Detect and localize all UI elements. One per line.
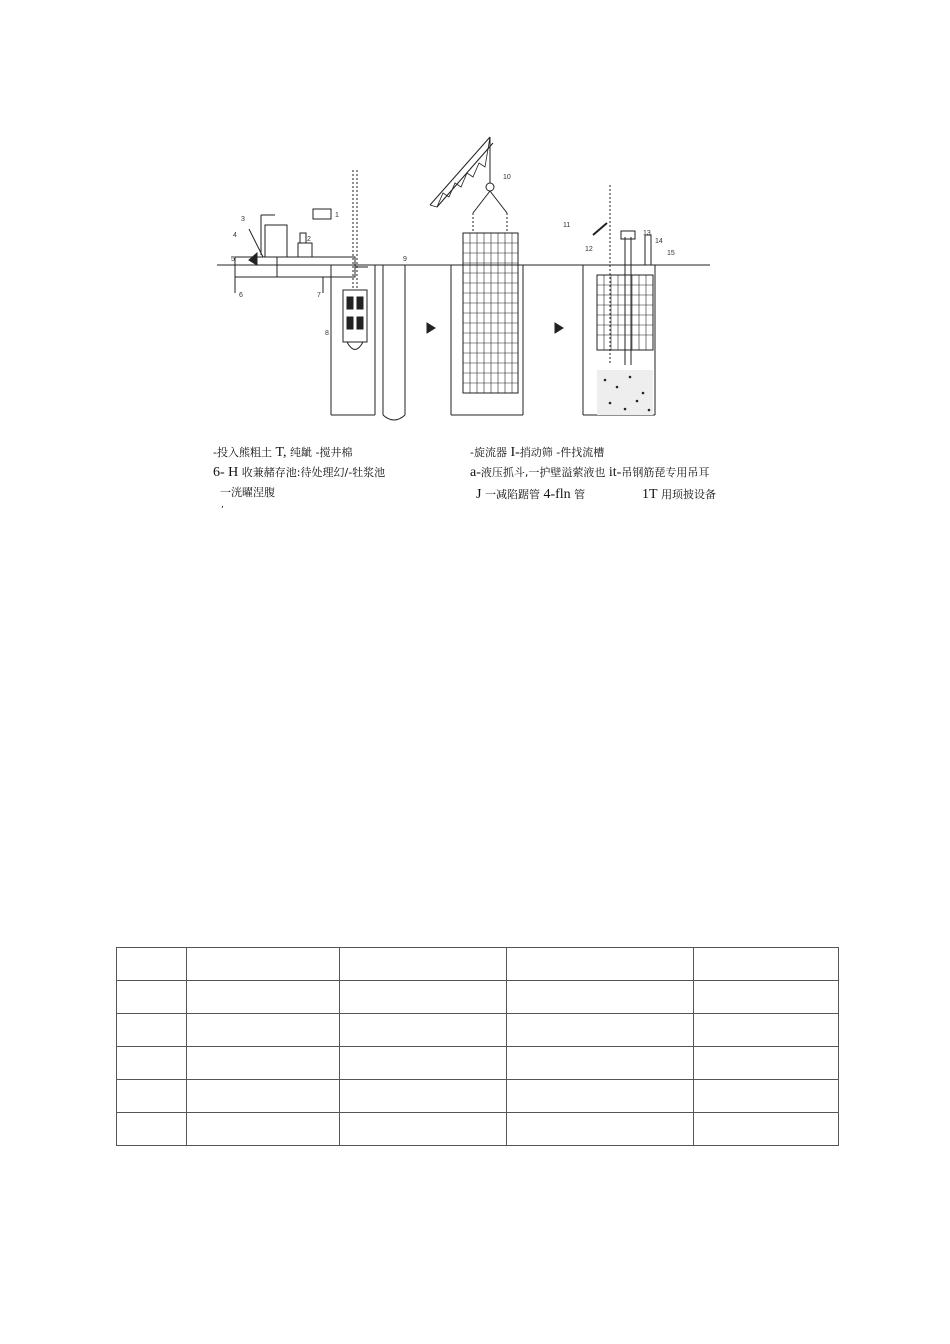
table-body [117, 948, 839, 1146]
table-cell [694, 981, 839, 1014]
legend-text: -旋流器 [470, 446, 507, 459]
table-cell [187, 948, 340, 981]
table-cell [340, 981, 507, 1014]
construction-process-diagram [205, 125, 725, 425]
legend-text: , [221, 500, 224, 510]
callout-15: 15 [667, 250, 675, 257]
callout-3: 3 [241, 216, 245, 223]
table-cell [117, 1047, 187, 1080]
concrete-fill [597, 370, 653, 415]
callout-11: 11 [563, 222, 571, 229]
table-row [117, 948, 839, 981]
empty-table [116, 947, 839, 1146]
table-cell [340, 1113, 507, 1146]
table-cell [694, 1047, 839, 1080]
table-row [117, 1113, 839, 1146]
callout-8: 8 [325, 330, 329, 337]
adjacent-panel [383, 265, 405, 420]
trench-1 [331, 170, 375, 415]
table-cell [187, 1047, 340, 1080]
legend-text: 液压抓斗,一护壁溢萦液也 [480, 466, 606, 479]
table-cell [507, 1047, 694, 1080]
legend-text: a- [470, 465, 481, 480]
callout-1: 1 [335, 212, 339, 219]
legend-text: 纯龇 -搅井棉 [290, 446, 353, 459]
legend-text: I- [510, 445, 520, 460]
table-cell [507, 948, 694, 981]
table-cell [340, 948, 507, 981]
legend-text: H [228, 465, 239, 480]
legend-text: 管 [574, 488, 586, 501]
legend-text: 捎动筛 -件找流槽 [519, 446, 605, 459]
legend-text: 1T [642, 487, 658, 502]
table-cell [694, 1014, 839, 1047]
legend-text: J [476, 487, 482, 502]
callout-4: 4 [233, 232, 237, 239]
legend-right-line-3 [476, 488, 585, 502]
table-cell [507, 981, 694, 1014]
table-cell [340, 1047, 507, 1080]
table-cell [694, 948, 839, 981]
legend-left-line-1 [213, 446, 352, 460]
legend-text: 吊钢筋琵专用吊耳 [621, 466, 710, 479]
table-cell [117, 1113, 187, 1146]
table-cell [507, 1014, 694, 1047]
callout-6: 6 [239, 292, 243, 299]
table-cell [694, 1080, 839, 1113]
legend-text: 一减陷踞管 [484, 488, 540, 501]
mud-plant [235, 209, 368, 293]
legend-text: -投入熊粗土 [213, 446, 272, 459]
table-cell [117, 981, 187, 1014]
table-cell [187, 981, 340, 1014]
table-row [117, 1014, 839, 1047]
legend-text: 4-fln [543, 487, 571, 502]
table-cell [340, 1080, 507, 1113]
legend-text: 用顼披设备 [661, 488, 717, 501]
callout-7: 7 [317, 292, 321, 299]
table-cell [117, 948, 187, 981]
table-cell [340, 1014, 507, 1047]
legend-left-line-4 [221, 498, 224, 512]
legend-left-line-2 [213, 466, 385, 480]
table-cell [694, 1113, 839, 1146]
legend-left-line-3 [220, 486, 275, 500]
crane-boom [430, 137, 494, 207]
table-cell [187, 1014, 340, 1047]
legend-text: it- [608, 465, 622, 480]
arrow-1 [427, 323, 435, 333]
legend-text: 一洸曜涅腹 [220, 486, 275, 499]
arrow-2 [555, 323, 563, 333]
table-cell [117, 1080, 187, 1113]
table-cell [187, 1113, 340, 1146]
table-cell [507, 1113, 694, 1146]
legend-text: 6- [213, 465, 225, 480]
callout-14: 14 [655, 238, 663, 245]
callout-12: 12 [585, 246, 593, 253]
legend-text: 收兼赭存池:待处理幻/-牡浆池 [241, 466, 386, 479]
table-row [117, 1080, 839, 1113]
table-row [117, 981, 839, 1014]
callout-2: 2 [307, 236, 311, 243]
table-cell [507, 1080, 694, 1113]
table-row [117, 1047, 839, 1080]
legend-text: T, [275, 445, 287, 460]
table-cell [117, 1014, 187, 1047]
legend-right-line-2 [470, 466, 709, 480]
table-cell [187, 1080, 340, 1113]
callout-5: 5 [231, 256, 235, 263]
rebar-cage-hanging [463, 191, 518, 393]
legend-right-line-1 [470, 446, 604, 460]
callout-13: 13 [643, 230, 651, 237]
legend-right-line-4 [642, 488, 716, 502]
callout-10: 10 [503, 174, 511, 181]
callout-9: 9 [403, 256, 407, 263]
